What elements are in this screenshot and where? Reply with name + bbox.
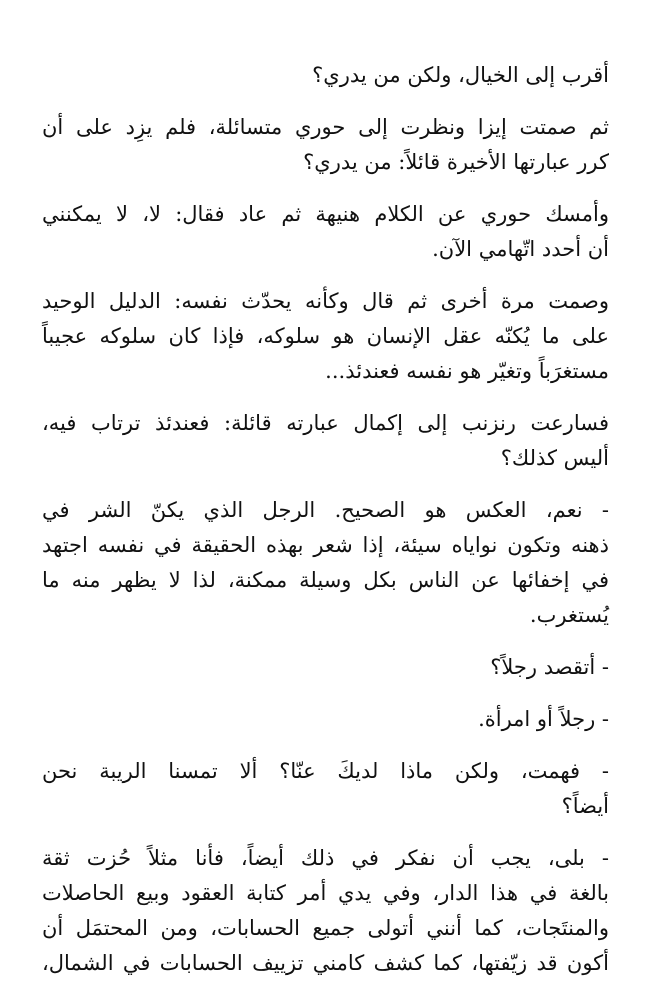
paragraph: [42, 702, 609, 737]
text-line: يُستغرب.: [529, 603, 609, 627]
paragraph: [42, 197, 609, 267]
text-line: ثم صمتت إيزا ونظرت إلى حوري متسائلة، فلم يزِد على أن: [42, 115, 609, 139]
paragraph: [42, 650, 609, 685]
text-line: ذهنه وتكون نواياه سيئة، إذا شعر بهذه الحقيقة في نفسه اجتهد: [42, 533, 609, 557]
text-line: أكون قد زيّفتها، كما كشف كامني تزييف الحسابات في الشمال،: [42, 951, 609, 975]
text-line: وصمت مرة أخرى ثم قال وكأنه يحدّث نفسه: الدليل الوحيد: [42, 289, 609, 313]
paragraph: [42, 406, 609, 476]
text-line: في إخفائها عن الناس بكل وسيلة ممكنة، لذا لا يظهر منه ما: [42, 568, 609, 592]
paragraph: [42, 110, 609, 180]
paragraph: [42, 493, 609, 633]
text-line: بالغة في هذا الدار، وفي يدي أمر كتابة العقود وبيع الحاصلات: [42, 881, 609, 905]
text-line: أيضاً؟: [561, 794, 609, 818]
text-line: والمنتَجات، كما أنني أتولى جميع الحسابات، ومن المحتمَل أن: [42, 916, 609, 940]
text-line: وأمسك حوري عن الكلام هنيهة ثم عاد فقال: لا، لا يمكنني: [42, 202, 609, 226]
text-line: - نعم، العكس هو الصحيح. الرجل الذي يكنّ الشر في: [42, 498, 609, 522]
text-line: مستغرَباً وتغيّر هو نفسه فعندئذ...: [325, 359, 609, 383]
text-line: - فهمت، ولكن ماذا لديكَ عنّا؟ ألا تمسنا الريبة نحن: [42, 759, 609, 783]
paragraph: [42, 58, 609, 93]
text-line: أن أحدد اتّهامي الآن.: [432, 237, 609, 261]
text-line: فسارعت رنزنب إلى إكمال عبارته قائلة: فعندئذ ترتاب فيه،: [42, 411, 609, 435]
text-line: كرر عبارتها الأخيرة قائلاً: من يدري؟: [303, 150, 609, 174]
text-line: - أتقصد رجلاً؟: [490, 655, 609, 679]
text-line: - رجلاً أو امرأة.: [478, 707, 609, 731]
text-line: - بلى، يجب أن نفكر في ذلك أيضاً، فأنا مثلاً حُزت ثقة: [42, 846, 609, 870]
paragraph: [42, 284, 609, 389]
text-line: على ما يُكنّه عقل الإنسان هو سلوكه، فإذا كان سلوكه عجيباً: [42, 324, 609, 348]
text-line: أليس كذلك؟: [500, 446, 609, 470]
paragraph: [42, 754, 609, 824]
text-line: أقرب إلى الخيال، ولكن من يدري؟: [312, 63, 609, 87]
paragraph: [42, 841, 609, 981]
